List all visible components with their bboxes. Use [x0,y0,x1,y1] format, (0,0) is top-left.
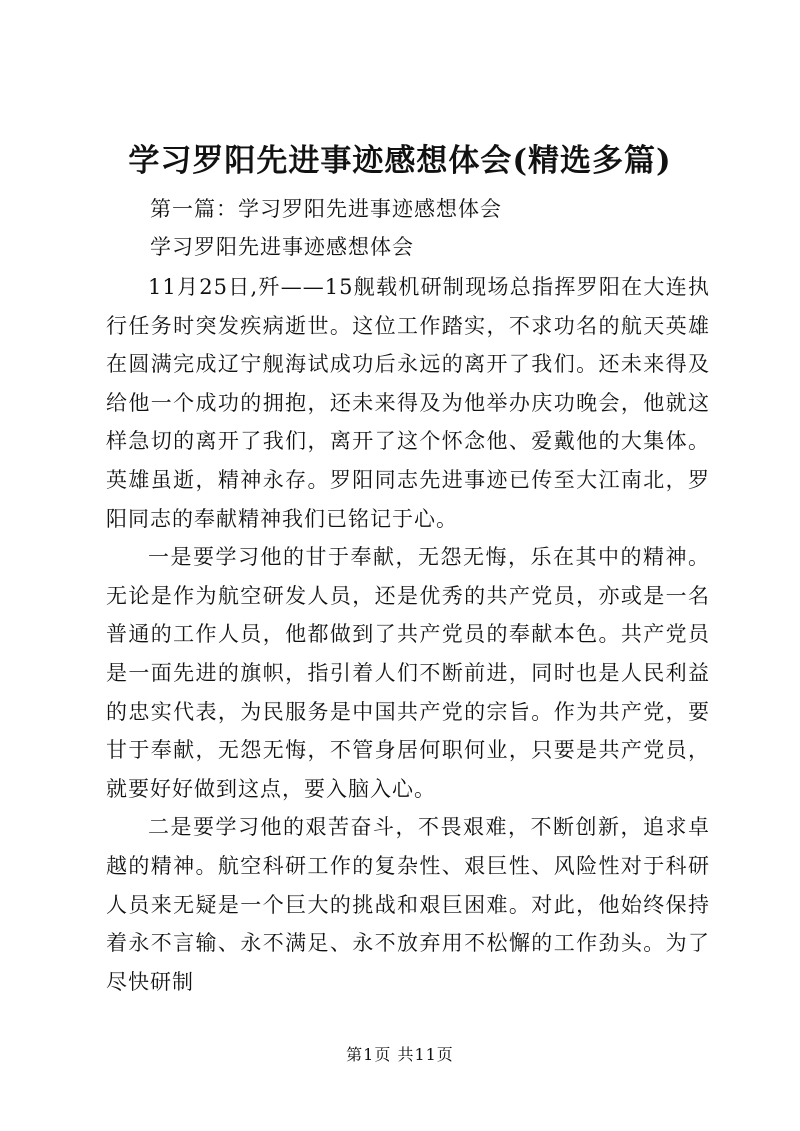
page-footer: 第1页 共11页 [346,1045,454,1064]
sub-heading: 学习罗阳先进事迹感想体会 [150,235,414,259]
paragraph: 二是要学习他的艰苦奋斗，不畏艰难，不断创新，追求卓越的精神。航空科研工作的复杂性、艰巨性、风险性对于科研人员来无疑是一个巨大的挑战和艰巨困难。对此，他始终保持着永不言输、永不满足、永不放弃用不松懈的工作劲头。为了尽快研制 [106,815,710,994]
document-title: 学习罗阳先进事迹感想体会(精选多篇) [128,143,672,179]
document-body [106,268,710,1001]
section-heading: 第一篇：学习罗阳先进事迹感想体会 [150,197,502,221]
paragraph: 11月25日,歼——15舰载机研制现场总指挥罗阳在大连执行任务时突发疾病逝世。这位工作踏实，不求功名的航天英雄在圆满完成辽宁舰海试成功后永远的离开了我们。还未来得及给他一个成功的拥抱，还未来得及为他举办庆功晚会，他就这样急切的离开了我们，离开了这个怀念他、爱戴他的大集体。英雄虽逝，精神永存。罗阳同志先进事迹已传至大江南北，罗阳同志的奉献精神我们已铭记于心。 [106,275,710,531]
paragraph: 一是要学习他的甘于奉献，无怨无悔，乐在其中的精神。无论是作为航空研发人员，还是优秀的共产党员，亦或是一名普通的工作人员，他都做到了共产党员的奉献本色。共产党员是一面先进的旗帜，指引着人们不断前进，同时也是人民利益的忠实代表，为民服务是中国共产党的宗旨。作为共产党，要甘于奉献，无怨无悔，不管身居何职何业，只要是共产党员，就要好好做到这点，要入脑入心。 [106,545,710,801]
